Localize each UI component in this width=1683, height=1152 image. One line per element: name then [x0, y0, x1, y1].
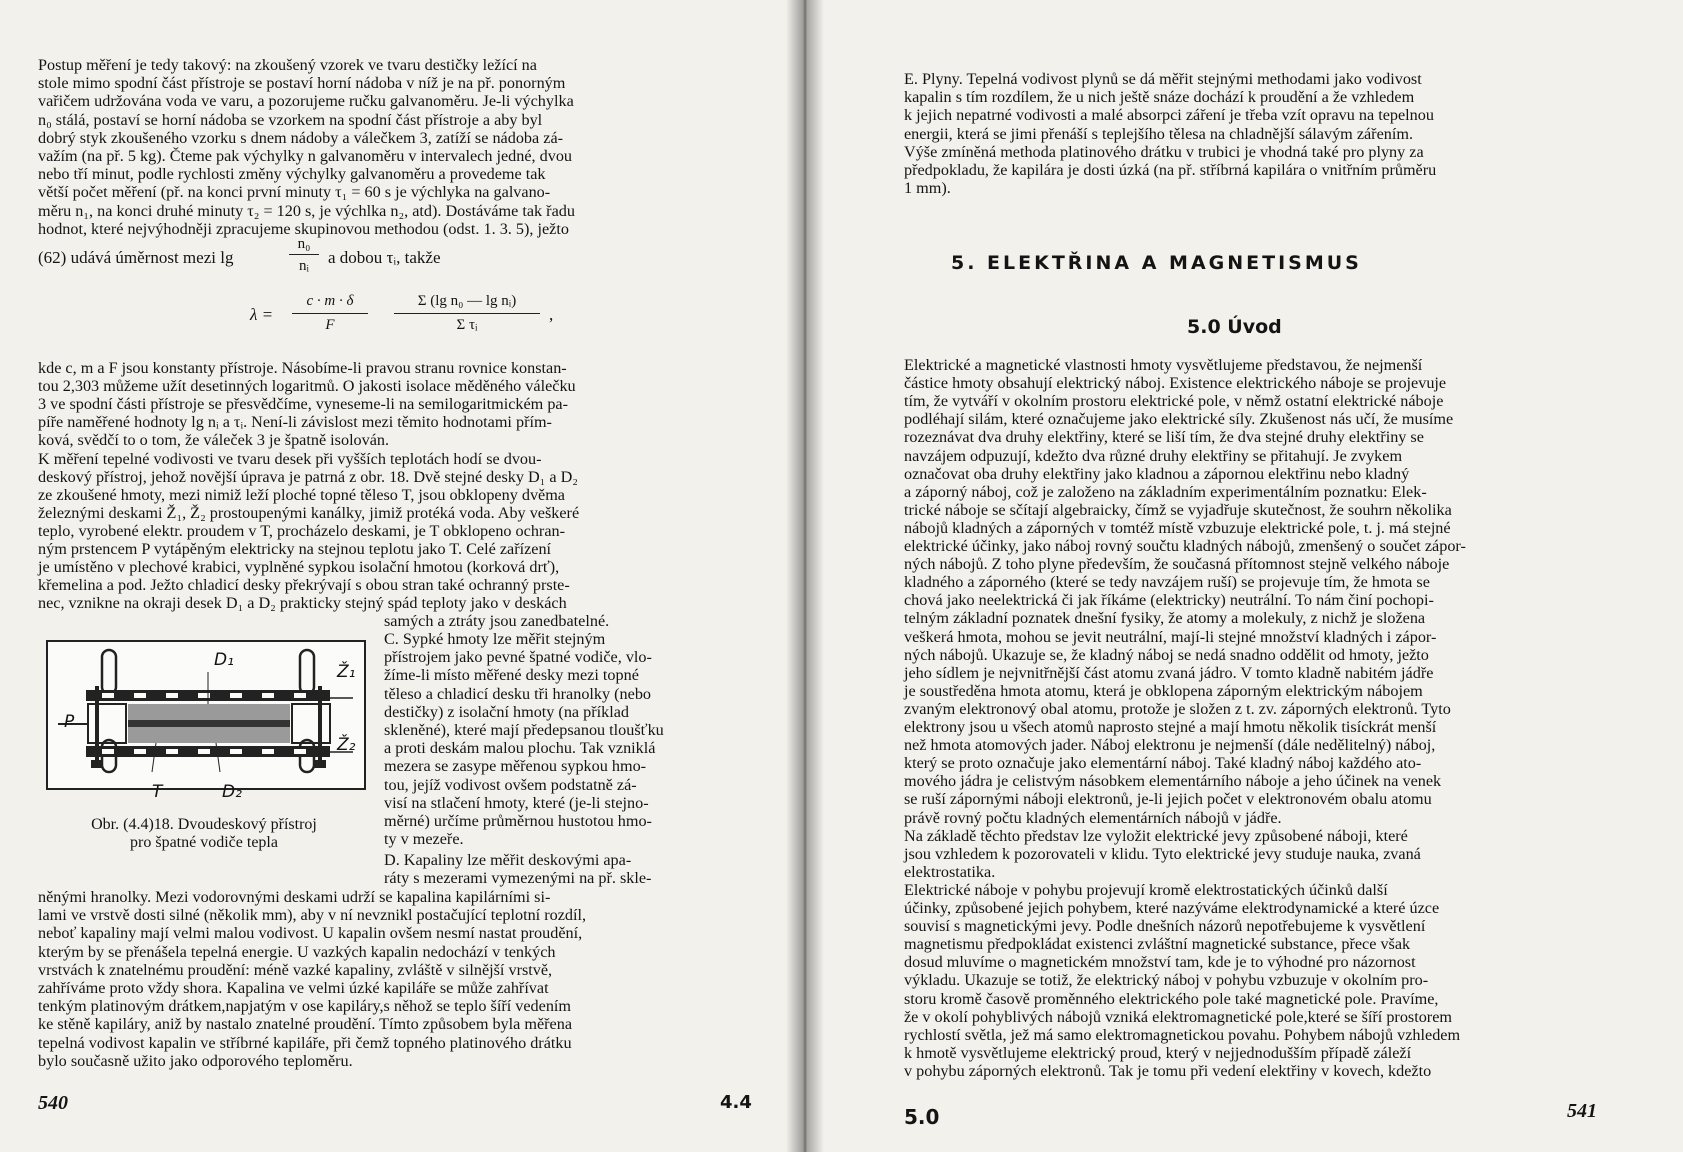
text-line: ných nábojů. Z toho plyne především, že současná přítomnost stejně velkého náboje: [904, 555, 1450, 574]
text-line: Elektrické a magnetické vlastnosti hmoty vysvětlujeme představou, že nejmenší: [904, 356, 1423, 374]
text-line: deskový přístroj, jehož novější úprava je patrná z obr. 18. Dvě stejné desky D₁ a D₂: [38, 467, 578, 486]
text-line: tenkým platinovým drátkem,napjatým v ose kapiláry,s něhož se teplo šíří vedením: [38, 997, 572, 1016]
text-line: větší počet měření (př. na konci první minuty τ₁ = 60 s je výchlyka na galvano-: [38, 183, 551, 202]
page-number-left: 540: [38, 1092, 68, 1114]
text-line: právě rovný počtu kladných elementárních nábojů v jádře.: [904, 808, 1282, 827]
frac1-bar: [292, 313, 368, 314]
text-line: měrné) určíme průměrnou hustotou hmo-: [384, 812, 652, 830]
figure-label-p: P: [64, 712, 75, 732]
text-line: ným prstencem P vytápěným elektricky na stejnou teplotu jako T. Celé zařízení: [38, 540, 552, 558]
text-line: hodnot, které nejvýhodněji zpracujeme skupinovou methodou (odst. 1. 3. 5), ježto: [38, 219, 569, 238]
text-line: kladného a záporného (které se tedy navzájem ruší) se projevuje tím, že hmota se: [904, 573, 1430, 592]
text-line: navzájem odpuzují, kdežto dva různé druhy elektřiny se přitahují. Je zvykem: [904, 446, 1403, 465]
text-line: važím (na př. 5 kg). Čteme pak výchylky n galvanoměru v intervalech jedné, dvou: [38, 147, 573, 165]
text-line: elektrostatika.: [904, 862, 996, 881]
text-line: podléhají silám, které označujeme jako elektrické síly. Zkušenost nás učí, že musíme: [904, 410, 1454, 429]
text-line: rychlostí světla, jež má samo elektromagnetickou povahu. Pohybem nábojů vzhledem: [904, 1025, 1461, 1044]
frac1-num: c · m · δ: [306, 293, 354, 309]
text-line: telným základní poznatek dnešní fysiky, že atomy a molekuly, z nichž je složena: [904, 609, 1426, 628]
two-plate-apparatus-drawing: [48, 642, 364, 788]
text-line: jsou vzhledem k pozorovateli v klidu. Tyto elektrické jevy studuje nauka, zvaná: [904, 844, 1421, 863]
book-gutter-shadow: [786, 0, 824, 1152]
text-line: a záporný náboj, což je založeno na základním experimentálním poznatku: Elek-: [904, 482, 1427, 501]
intro-frac-den: nᵢ: [299, 258, 309, 274]
text-line: ných nábojů. Ukazuje se, že kladný náboj se nedá snadno oddělit od hmoty, ježto: [904, 645, 1429, 664]
text-line: kde c, m a F jsou konstanty přístroje. Násobíme-li pravou stranu rovnice konstan-: [38, 359, 567, 377]
text-line: zvaným elektronový obal atomu, protože je složen z t. zv. záporných elektronů. Tyto: [904, 699, 1451, 718]
text-line: magnetismu předpokládat existenci zvláštní magnetické substance, přece však: [904, 935, 1411, 954]
text-line: kterým by se přenášela tepelná energie. U vazkých kapalin nedochází v tenkých: [38, 942, 556, 961]
equation-intro-text: (62) udává úměrnost mezi lg: [38, 248, 234, 267]
equation-intro-tail: a dobou τᵢ, takže: [328, 248, 441, 267]
text-line: 3 ve spodní části přístroje se přesvědčíme, vyneseme-li na semilogaritmickém pa-: [38, 395, 568, 414]
text-line: souvisí s magnetickými jevy. Podle dnešních názorů nepotřebujeme k vysvětlení: [904, 917, 1426, 936]
text-line: účinky, způsobené jejich pohybem, které nazýváme elektrodynamické a které úzce: [904, 899, 1440, 917]
text-line: tím, že vytváří v okolním prostoru elektrické pole, v němž ostatní elektrické náboje: [904, 392, 1444, 411]
equation-tail: ,: [549, 305, 554, 324]
figure-label-d2: D₂: [222, 782, 242, 802]
text-line: lami ve vrstvě dosti silné (několik mm), aby v ní nevznikl postačující teplotní rozdíl,: [38, 906, 587, 925]
text-line: mezera se zasype měřenou sypkou hmo-: [384, 757, 647, 776]
text-line: je umístěno v plechové krabici, vyplněné sypkou isolační hmotou (korková drť),: [38, 558, 560, 577]
section-number-left: 4.4: [720, 1092, 752, 1113]
text-line: samých a ztráty jsou zanedbatelné.: [384, 612, 610, 630]
text-line: tepelná vodivost kapalin ve stříbrné kapiláře, při čemž topného platinového drátku: [38, 1033, 572, 1052]
text-line: dosud mluvíme o magnetickém množství tam, kde je to výhodné pro názornost: [904, 953, 1416, 972]
text-line: skleněné), které mají předepsanou tloušťku: [384, 721, 664, 739]
text-line: že v okolí pohyblivých nábojů vzniká elektromagnetické pole,které se šíří prostorem: [904, 1007, 1452, 1026]
text-line: n₀ stálá, postaví se horní nádoba se vzorkem na spodní část přístroje a aby byl: [38, 110, 543, 129]
text-line: ty v mezeře.: [384, 830, 464, 849]
text-line: neboť kapaliny mají velmi malou vodivost. U kapalin ovšem nesmí nastat proudění,: [38, 924, 583, 943]
text-line: mového jádra je celistvým násobkem elementárního náboje a jeho účinek na venek: [904, 772, 1442, 791]
equation-lhs: λ =: [250, 305, 274, 324]
text-line: stole mimo spodní část přístroje se postaví horní nádoba v níž je na př. ponorným: [38, 74, 566, 93]
text-line: dobrý styk zkoušeného vzorku s dnem nádoby a válečkem 3, zatíží se nádoba zá-: [38, 128, 564, 147]
text-line: elektrické účinky, jako náboj rovný součtu kladných nábojů, zmenšený o součet zápor-: [904, 537, 1466, 555]
text-line: označovat oba druhy elektřiny jako kladnou a zápornou elektřinu nebo kladný: [904, 464, 1410, 483]
figure-label-d1: D₁: [214, 650, 234, 670]
text-line: veškerá hmota, mohou se jevit neutrální, mají-li stejné množství kladných i zápor-: [904, 627, 1437, 646]
text-line: ková, svědčí to o tom, že váleček 3 je špatně isolován.: [38, 431, 390, 450]
figure-18: [46, 640, 366, 790]
text-line: železnými deskami Ž₁, Ž₂ prostoupenými kanálky, jimiž protéká voda. Aby veškeré: [38, 503, 580, 522]
text-line: žíme-li místo měřené desky mezi topné: [384, 666, 639, 685]
text-line: ze zkoušené hmoty, mezi nimiž leží ploché topné těleso T, jsou obklopeny dvěma: [38, 485, 565, 504]
right-page: [805, 0, 1683, 1152]
intro-frac-num: n₀: [297, 236, 311, 252]
text-line: rozeznávat dva druhy elektřiny, které se liší tím, že dva stejné druhy elektřiny se: [904, 428, 1424, 447]
page-number-right: 541: [1567, 1100, 1597, 1122]
text-line: zahříváme proto vždy shora. Kapalina ve velmi úzké kapiláře se může zahřívat: [38, 979, 549, 997]
text-line: C. Sypké hmoty lze měřit stejným: [384, 630, 606, 648]
text-line: Elektrické náboje v pohybu projevují kromě elektrostatických účinků další: [904, 880, 1388, 899]
figure-label-t: T: [152, 782, 163, 802]
text-line: výkladu. Ukazuje se totiž, že elektrický náboj v pohybu vzbuzuje v okolním pro-: [904, 971, 1429, 990]
text-line: měru n₁, na konci druhé minuty τ₂ = 120 s, je výchlka n₂, atd). Dostáváme tak řadu: [38, 201, 575, 220]
text-line: předpokladu, že kapilára je dosti úzká (na př. stříbrná kapilára o vnitřním průměru: [904, 161, 1437, 179]
frac2-den: Σ τᵢ: [456, 317, 478, 333]
chapter-title: 5. ELEKTŘINA A MAGNETISMUS: [951, 252, 1362, 274]
figure-label-z1: Ž₁: [337, 662, 356, 682]
text-line: k hmotě vysvětlujeme elektrický proud, který v nejjednodušším případě záleží: [904, 1043, 1412, 1062]
text-line: a proti deskám malou plochu. Tak vzniklá: [384, 739, 656, 758]
text-line: píře naměřené hodnoty lg nᵢ a τᵢ. Není-li závislost mezi těmito hodnotami přím-: [38, 413, 552, 432]
left-page: [0, 0, 805, 1152]
text-line: který se proto označuje jako elementární náboj. Také kladný náboj každého ato-: [904, 754, 1422, 773]
text-line: ráty s mezerami vymezenými na př. skle-: [384, 869, 652, 888]
text-line: jeho sídlem je nejvnitřnější část atomu zvaná jádro. V tomto kladně nabitém jádře: [904, 663, 1434, 682]
text-line: nec, vznikne na okraji desek D₁ a D₂ prakticky stejný spád teploty jako v deskách: [38, 594, 567, 613]
text-line: se ruší zápornými náboji elektronů, je-li jejich počet v elektronovém obalu atomu: [904, 790, 1432, 809]
text-line: destičky) z isolační hmoty (na příklad: [384, 702, 629, 721]
text-line: je soustředěna hmota atomu, která je obklopena záporným elektrickým nábojem: [904, 681, 1423, 700]
text-line: přístrojem jako pevné špatné vodiče, vlo-: [384, 648, 652, 667]
figure-caption-line-2: pro špatné vodiče tepla: [130, 834, 278, 851]
text-line: něnými hranolky. Mezi vodorovnými deskami udrží se kapalina kapilárními si-: [38, 888, 551, 906]
frac2-num: Σ (lg n₀ — lg nᵢ): [417, 293, 517, 309]
text-line: Na základě těchto představ lze vyložit elektrické jevy způsobené náboji, které: [904, 826, 1408, 845]
text-line: částice hmoty obsahují elektrický náboj. Existence elektrického náboje se projevuje: [904, 374, 1447, 393]
text-line: v pohybu záporných elektronů. Tak je tomu při vedení elektřiny v kovech, kdežto: [904, 1061, 1432, 1080]
text-line: těleso a chladicí desku tři hranolky (nebo: [384, 684, 652, 703]
text-line: 1 mm).: [904, 179, 951, 198]
intro-frac-bar: [289, 254, 319, 255]
text-line: teplo, vyrobené elektr. proudem v T, procházelo deskami, je T obklopeno ochran-: [38, 521, 565, 540]
text-line: D. Kapaliny lze měřit deskovými apa-: [384, 851, 632, 869]
frac1-den: F: [325, 317, 335, 333]
text-line: nebo tří minut, podle rychlosti změny výchylky galvanoměru a provedeme tak: [38, 165, 546, 184]
section-title: 5.0 Úvod: [1187, 316, 1282, 338]
text-line: kapalin s tím rozdílem, že u nich ještě snáze dochází k proudění a že vzhledem: [904, 88, 1415, 107]
text-line: K měření tepelné vodivosti ve tvaru desek při vyšších teplotách hodí se dvou-: [38, 449, 542, 468]
equation-intro: [38, 248, 233, 268]
text-line: chová jako neelektrická či jak říkáme (elektricky) neutrální. To nám činí pochopi-: [904, 591, 1434, 610]
text-line: nábojů kladných a záporných v tomtéž místě vzbuzuje elektrické pole, t. j. má stejné: [904, 518, 1451, 537]
text-line: Výše zmíněná methoda platinového drátku v trubici je vhodná také pro plyny za: [904, 142, 1424, 161]
text-line: k jejich nepatrné vodivosti a malé absorpci záření je třeba vzít opravu na tepelnou: [904, 106, 1434, 125]
text-line: visí na stlačení hmoty, které (je-li stejno-: [384, 793, 649, 812]
text-line: vařičem udržována voda ve varu, a pozorujeme ručku galvanoměru. Je-li výchylka: [38, 92, 574, 111]
text-line: trické náboje se sčítají algebraicky, čímž se vyjadřuje skutečnost, že souhrn několika: [904, 500, 1452, 519]
text-line: elektrony jsou u všech atomů naprosto stejné a mají hmotu několik tisíckrát menší: [904, 718, 1437, 736]
text-line: tou, jejíž vodivost ovšem podstatně zá-: [384, 775, 637, 794]
text-line: vrstvách k znatelnému proudění: méně vazké kapaliny, zvláště v silnější vrstvě,: [38, 960, 553, 979]
text-line: E. Plyny. Tepelná vodivost plynů se dá měřit stejnými methodami jako vodivost: [904, 70, 1422, 88]
figure-caption-line-1: Obr. (4.4)18. Dvoudeskový přístroj: [91, 816, 317, 833]
text-line: energii, která se jimi přenáší s teplejšího tělesa na chladnější sálavým zářením.: [904, 124, 1413, 143]
text-line: než hmota atomových jader. Náboj elektronu je nejmenší (dále nedělitelný) náboj,: [904, 736, 1436, 755]
text-line: tou 2,303 můžeme užít desetinných logaritmů. O jakosti isolace měděného válečku: [38, 377, 576, 396]
text-line: Postup měření je tedy takový: na zkoušený vzorek ve tvaru destičky ležící na: [38, 56, 537, 74]
section-number-right: 5.0: [904, 1105, 940, 1129]
frac2-bar: [394, 313, 540, 314]
text-line: storu kromě časově proměnného elektrického pole také magnetické pole. Pravíme,: [904, 989, 1439, 1008]
text-line: bylo současně užito jako odporového teploměru.: [38, 1051, 353, 1070]
figure-label-z2: Ž₂: [337, 735, 356, 755]
text-line: ke stěně kapiláry, aniž by nastalo znatelné proudění. Tímto způsobem byla měřena: [38, 1015, 573, 1034]
text-line: křemelina a pod. Ježto chladicí desky překrývají s obou stran také ochranný prste-: [38, 576, 570, 595]
